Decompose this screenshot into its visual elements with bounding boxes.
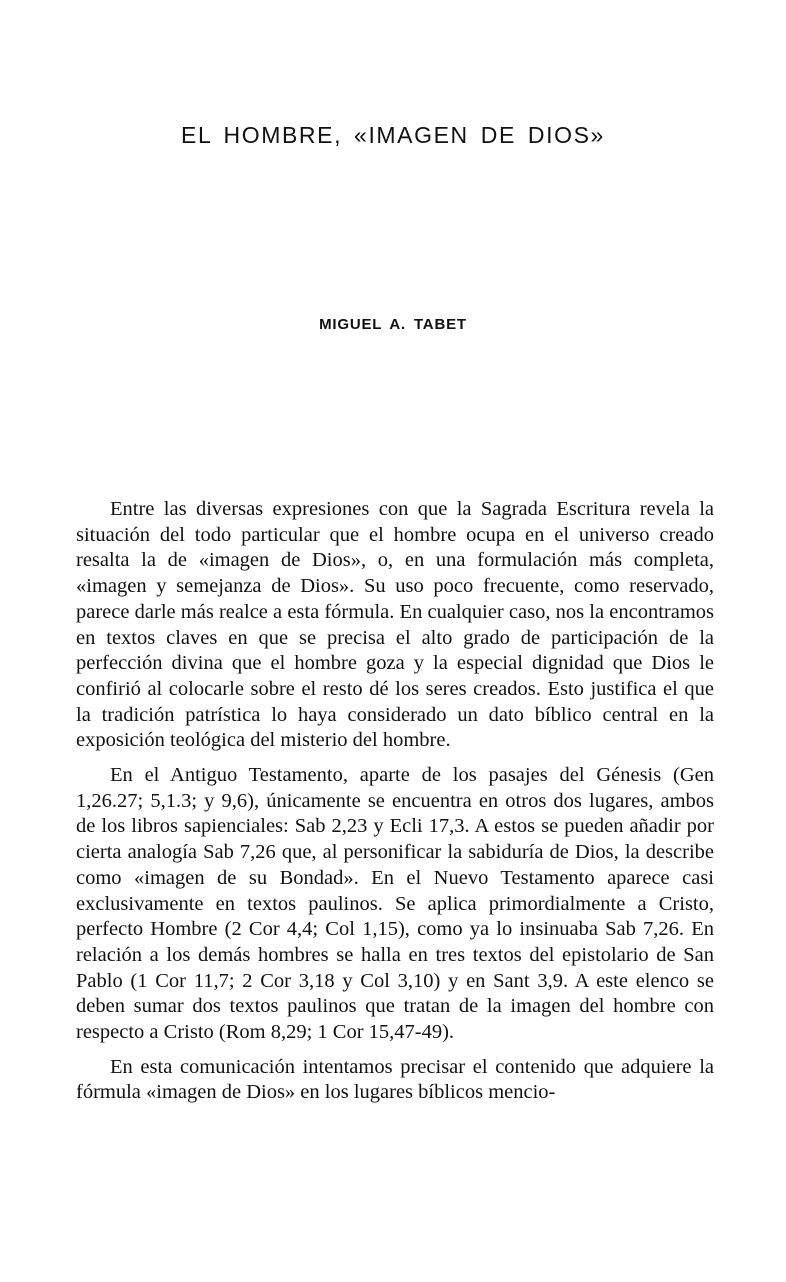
- article-body: [76, 497, 714, 1115]
- paragraph: En el Antiguo Testamento, aparte de los pasajes del Génesis (Gen 1,26.27; 5,1.3; y 9,6), únicamente se encuentra en otros dos lugares, ambos de los libros sapienciales: Sab 2,23 y Ecli 17,3. A estos se pueden añadir por cierta analogía Sab 7,26 que, al personificar la sabiduría de Dios, la describe como «imagen de su Bondad». En el Nuevo Testamento aparece casi exclusivamente en textos paulinos. Se aplica primordialmente a Cristo, perfecto Hombre (2 Cor 4,4; Col 1,15), como ya lo insinuaba Sab 7,26. En relación a los demás hombres se halla en tres textos del epistolario de San Pablo (1 Cor 11,7; 2 Cor 3,18 y Col 3,10) y en Sant 3,9. A este elenco se deben sumar dos textos paulinos que tratan de la imagen del hombre con respecto a Cristo (Rom 8,29; 1 Cor 15,47-49).: [76, 764, 714, 1044]
- article-title: EL HOMBRE, «IMAGEN DE DIOS»: [181, 122, 605, 148]
- paragraph: En esta comunicación intentamos precisar el contenido que adquiere la fórmula «imagen de Dios» en los lugares bíblicos mencio-: [76, 1055, 714, 1104]
- paragraph: Entre las diversas expresiones con que la Sagrada Escritura revela la situación del todo particular que el hombre ocupa en el universo creado resalta la de «imagen de Dios», o, en una formulación más completa, «imagen y semejanza de Dios». Su uso poco frecuente, como reservado, parece darle más realce a esta fórmula. En cualquier caso, nos la encontramos en textos claves en que se precisa el alto grado de participación de la perfección divina que el hombre goza y la especial dignidad que Dios le confirió al colocarle sobre el resto dé los seres creados. Esto justifica el que la tradición patrística lo haya considerado un dato bíblico central en la exposición teológica del misterio del hombre.: [76, 498, 714, 752]
- author-name: MIGUEL A. TABET: [319, 316, 467, 333]
